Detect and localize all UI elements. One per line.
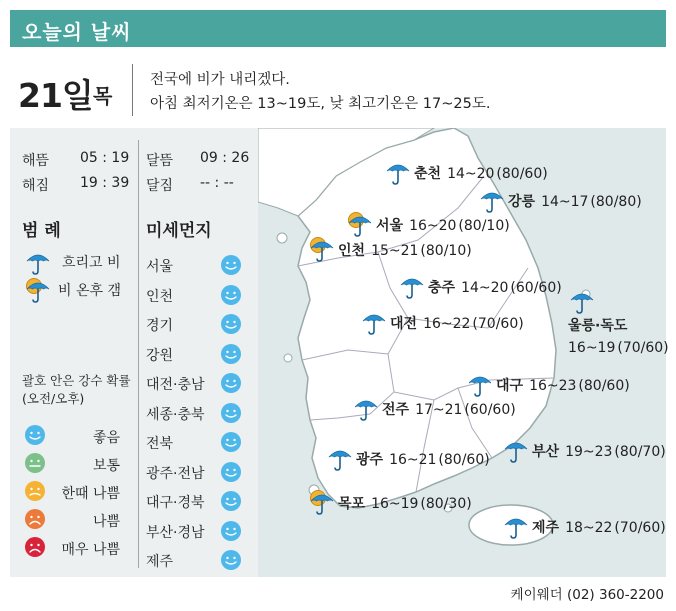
dust-region-name: 서울 <box>146 259 174 275</box>
city-temp: 14~20 <box>461 280 509 296</box>
umbrella-icon <box>502 512 530 540</box>
city-precip-prob: (80/60) <box>496 166 548 182</box>
city-forecast <box>532 517 666 537</box>
dust-face-icon <box>24 480 46 502</box>
title-bar <box>10 10 666 47</box>
city-temp: 15~21 <box>371 243 419 259</box>
sun-umbrella-icon <box>308 235 336 263</box>
sun-umbrella-icon <box>308 488 336 516</box>
dust-face-icon <box>24 452 46 474</box>
city-forecast <box>508 191 642 211</box>
city-name: 목포 <box>338 496 366 512</box>
moonset-time: -- : -- <box>200 175 234 191</box>
dust-face-icon <box>220 402 242 424</box>
city-name: 춘천 <box>414 166 442 182</box>
city-forecast <box>390 313 524 333</box>
dust-region-name: 강원 <box>146 347 174 364</box>
city-forecast <box>338 493 472 513</box>
legend-item-label: 흐리고 비 <box>62 255 121 271</box>
umbrella-icon <box>326 444 354 472</box>
page-title: 오늘의 날씨 <box>22 20 132 44</box>
city-temp: 16~19 <box>371 496 419 512</box>
dust-region-name: 대구·경북 <box>146 495 205 511</box>
summary-line-1: 전국에 비가 내리겠다. <box>150 72 290 88</box>
city-precip-prob: (80/60) <box>578 378 630 394</box>
city-name: 인천 <box>338 243 366 259</box>
sun-umbrella-icon <box>24 276 52 304</box>
city-temp: 19~23 <box>565 444 613 460</box>
city-forecast <box>382 399 516 419</box>
umbrella-icon <box>568 287 596 315</box>
dust-face-icon <box>24 536 46 558</box>
moonrise-label: 달뜸 <box>146 153 174 169</box>
umbrella-icon <box>384 158 412 186</box>
city-forecast <box>338 240 472 260</box>
sunrise-label: 해뜸 <box>22 153 50 169</box>
dust-region-name: 전북 <box>146 436 174 452</box>
city-temp: 16~23 <box>529 378 577 394</box>
moonset-label: 달짐 <box>146 178 174 194</box>
dust-face-icon <box>24 508 46 530</box>
dust-region-name: 광주·전남 <box>146 465 205 482</box>
header-divider <box>132 64 133 116</box>
city-name: 부산 <box>532 444 560 460</box>
dust-title: 미세먼지 <box>146 221 212 241</box>
city-forecast <box>428 277 562 297</box>
city-temp: 16~20 <box>409 218 457 234</box>
sunrise-time: 05 : 19 <box>80 150 130 166</box>
city-precip-prob: (70/60) <box>614 520 666 536</box>
sunset-time: 19 : 39 <box>80 175 130 191</box>
dust-face-icon <box>220 284 242 306</box>
umbrella-icon <box>502 436 530 464</box>
dust-region-name: 부산·경남 <box>146 524 205 541</box>
dust-region-name: 제주 <box>146 554 174 570</box>
dust-region-name: 대전·충남 <box>146 377 205 393</box>
dust-face-icon <box>220 372 242 394</box>
moonrise-time: 09 : 26 <box>200 150 250 166</box>
source-credit: 케이웨더 (02) 360-2200 <box>510 587 664 603</box>
island <box>284 354 292 362</box>
dust-region-name: 경기 <box>146 318 174 334</box>
city-name: 제주 <box>532 520 560 536</box>
city-name: 대구 <box>496 378 524 394</box>
dust-level-label: 보통 <box>92 458 120 474</box>
umbrella-icon <box>352 394 380 422</box>
dust-face-icon <box>220 461 242 483</box>
summary-line-2: 아침 최저기온은 13~19도, 낮 최고기온은 17~25도. <box>150 96 491 112</box>
dust-level-label: 매우 나쁨 <box>61 542 120 558</box>
city-temp: 18~22 <box>565 520 613 536</box>
dust-face-icon <box>220 254 242 276</box>
city-temp: 17~21 <box>415 402 463 418</box>
city-name: 충주 <box>428 280 456 296</box>
city-name: 울릉·독도 <box>568 318 628 334</box>
legend-item-label: 비 온후 갬 <box>58 283 121 299</box>
dust-face-icon <box>24 424 46 446</box>
city-forecast <box>376 215 510 235</box>
dust-level-label: 나쁨 <box>92 514 120 530</box>
city-precip-prob: (60/60) <box>510 280 562 296</box>
dust-face-icon <box>220 343 242 365</box>
sun-umbrella-icon <box>346 210 374 238</box>
city-forecast <box>568 315 669 359</box>
dust-face-icon <box>220 313 242 335</box>
city-temp: 16~21 <box>389 452 437 468</box>
city-name: 강릉 <box>508 194 536 210</box>
dust-face-icon <box>220 520 242 542</box>
dust-level-label: 좋음 <box>92 430 120 446</box>
city-precip-prob: (70/60) <box>617 340 669 356</box>
city-precip-prob: (80/80) <box>590 194 642 210</box>
city-temp: 14~17 <box>541 194 589 210</box>
precip-note: 괄호 안은 강수 확률 (오전/오후) <box>22 373 131 406</box>
city-temp: 16~22 <box>423 316 471 332</box>
city-name: 대전 <box>390 316 418 332</box>
city-precip-prob: (80/10) <box>420 243 472 259</box>
dust-region-name: 인천 <box>146 288 174 305</box>
city-precip-prob: (80/10) <box>458 218 510 234</box>
dust-face-icon <box>220 549 242 571</box>
umbrella-icon <box>466 370 494 398</box>
city-temp: 14~20 <box>447 166 495 182</box>
city-forecast <box>496 375 630 395</box>
city-precip-prob: (70/60) <box>472 316 524 332</box>
date-weekday: 목 <box>93 84 113 108</box>
date-day: 21일 <box>18 76 93 115</box>
city-name: 광주 <box>356 452 384 468</box>
legend-title: 범 례 <box>22 221 61 241</box>
city-name: 전주 <box>382 402 410 418</box>
island <box>277 233 287 243</box>
umbrella-icon <box>398 272 426 300</box>
umbrella-icon <box>478 186 506 214</box>
city-name: 서울 <box>376 218 404 234</box>
column-divider <box>138 140 139 568</box>
city-precip-prob: (80/60) <box>438 452 490 468</box>
sunset-label: 해짐 <box>22 178 50 194</box>
city-forecast <box>414 163 548 183</box>
umbrella-icon <box>24 248 52 276</box>
city-forecast <box>532 441 666 461</box>
city-forecast <box>356 449 490 469</box>
dust-region-name: 세종·충북 <box>146 406 205 423</box>
city-temp: 16~19 <box>568 340 616 356</box>
city-precip-prob: (80/30) <box>420 496 472 512</box>
dust-level-label: 한때 나쁨 <box>61 486 120 502</box>
dust-face-icon <box>220 431 242 453</box>
dust-face-icon <box>220 490 242 512</box>
city-precip-prob: (80/70) <box>614 444 666 460</box>
city-precip-prob: (60/60) <box>464 402 516 418</box>
umbrella-icon <box>360 308 388 336</box>
